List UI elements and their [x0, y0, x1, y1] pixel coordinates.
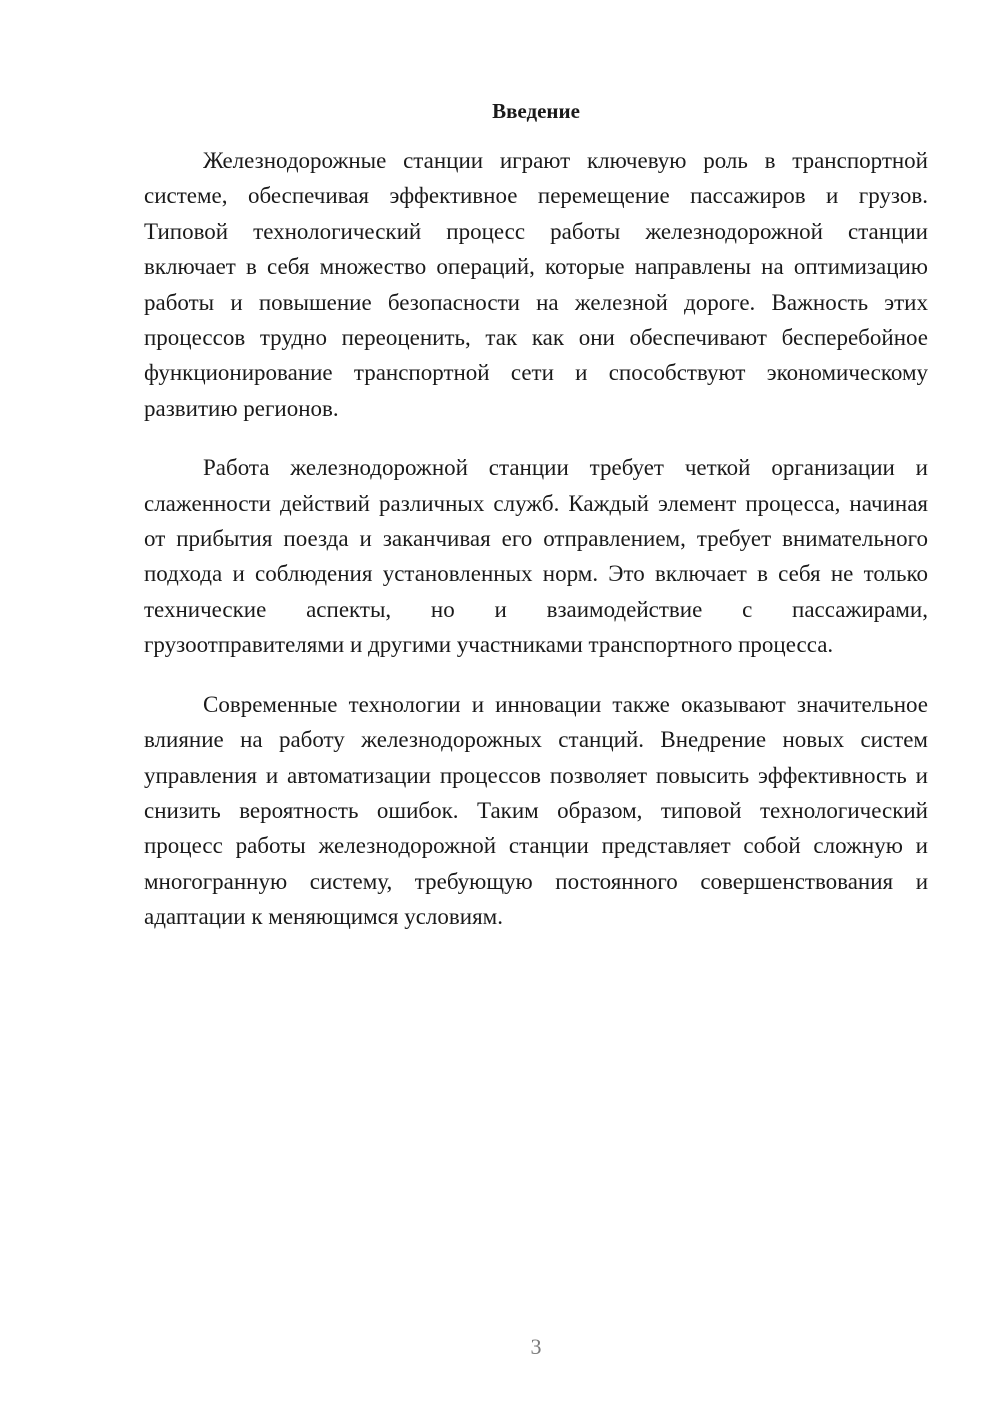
- section-heading: Введение: [492, 99, 580, 123]
- paragraph-3: Современные технологии и инновации также оказывают значительное влияние на работу железнодорожных станций. Внедрение новых систем управления и автоматизации процессов позволяет повысить эффективность и снизить вероятность ошибок. Таким образом, типовой технологический процесс работы железнодорожной станции представляет собой сложную и многогранную систему, требующую постоянного совершенствования и адаптации к меняющимся условиям.: [144, 691, 928, 930]
- body-text: [144, 143, 928, 959]
- paragraph-1: Железнодорожные станции играют ключевую роль в транспортной системе, обеспечивая эффективное перемещение пассажиров и грузов. Типовой технологический процесс работы железнодорожной станции включает в себя множество операций, которые направлены на оптимизацию работы и повышение безопасности на железной дороге. Важность этих процессов трудно переоценить, так как они обеспечивают бесперебойное функционирование транспортной сети и способствуют экономическому развитию регионов.: [144, 148, 928, 421]
- page-number: 3: [530, 1334, 542, 1359]
- paragraph-2: Работа железнодорожной станции требует четкой организации и слаженности действий различных служб. Каждый элемент процесса, начиная от прибытия поезда и заканчивая его отправлением, требует внимательного подхода и соблюдения установленных норм. Это включает в себя не только технические аспекты, но и взаимодействие с пассажирами, грузоотправителями и другими участниками транспортного процесса.: [144, 455, 928, 658]
